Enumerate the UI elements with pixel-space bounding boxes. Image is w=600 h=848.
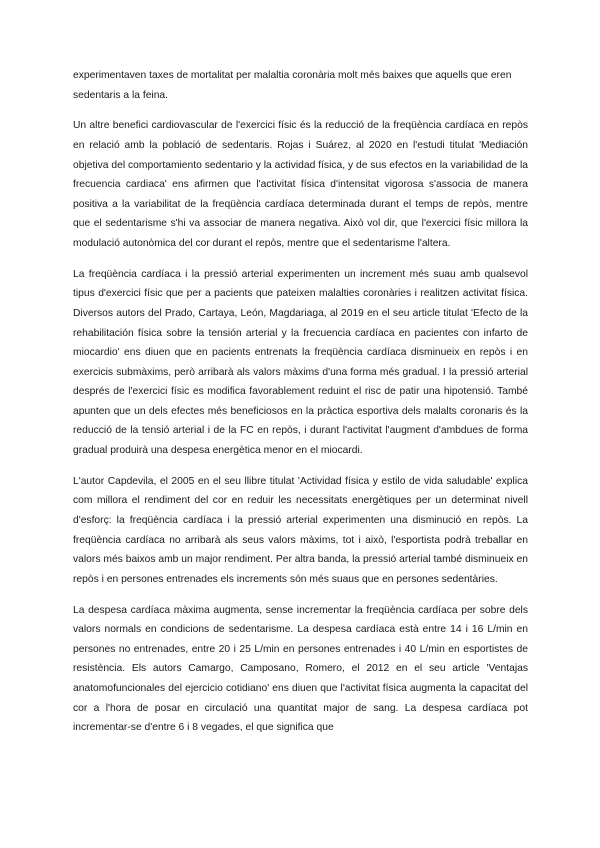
body-text: [73, 66, 528, 749]
paragraph-2: Un altre benefici cardiovascular de l'exercici físic és la reducció de la freqüència cardíaca en repòs en relació amb la població de sedentaris. Rojas i Suárez, al 2020 en l'estudi titulat 'Mediación objetiva del comportamiento sedentario y la actividad física, y de sus efectos en la variabilidad de la frecuencia cardiaca' ens afirmen que l'activitat física d'intensitat vigorosa s'associa de manera positiva a la variabilitat de la freqüència cardíaca determinada durant el temps de repòs, mentre que el sedentarisme s'hi va associar de manera negativa. Això vol dir, que l'exercici físic millora la modulació autonòmica del cor durant el repòs, mentre que el sedentarisme l'altera.: [73, 120, 528, 249]
paragraph-5: La despesa cardíaca màxima augmenta, sense incrementar la freqüència cardíaca per sobre dels valors normals en condicions de sedentarisme. La despesa cardíaca està entre 14 i 16 L/min en persones no entrenades, entre 20 i 25 L/min en persones entrenades i 40 L/min en esportistes de resistència. Els autors Camargo, Camposano, Romero, el 2012 en el seu article 'Ventajas anatomofuncionales del ejercicio cotidiano' ens diuen que l'activitat física augmenta la capacitat del cor a l'hora de posar en circulació una quantitat major de sang. La despesa cardíaca pot incrementar-se d'entre 6 i 8 vegades, el que significa que: [73, 604, 528, 734]
paragraph-1: experimentaven taxes de mortalitat per malaltia coronària molt més baixes que aquells que eren sedentaris a la feina.: [73, 70, 512, 101]
paragraph-3: La freqüència cardíaca i la pressió arterial experimenten un increment més suau amb qualsevol tipus d'exercici físic que per a pacients que pateixen malalties coronàries i realitzen activitat física. Diversos autors del Prado, Cartaya, León, Magdariaga, al 2019 en el seu article titulat 'Efecto de la rehabilitación física sobre la tensión arterial y la frecuencia cardíaca en pacientes con infarto de miocardio' ens diuen que en pacients entrenats la freqüència cardíaca disminueix en repòs i en exercicis submàxims, però arribarà als valors màxims d'una forma més gradual. I la pressió arterial després de l'exercici físic es modifica favorablement reduint el risc de patir una hipotensió. També apunten que un dels efectes més beneficiosos en la pràctica esportiva dels malalts coronaris és la reducció de la tensió arterial i de la FC en repòs, i durant l'activitat l'augment d'ambdues de forma gradual produirà una despesa energètica menor en el miocardi.: [73, 268, 528, 457]
paragraph-4: L'autor Capdevila, el 2005 en el seu llibre titulat 'Actividad física y estilo de vida saludable' explica com millora el rendiment del cor en reduir les necessitats energètiques per un determinat nivell d'esforç: la freqüència cardíaca i la pressió arterial experimenten una disminució en repòs. La freqüència cardíaca no arribarà als seus valors màxims, tot i això, l'esportista podrà treballar en valors més baixos amb un major rendiment. Per altra banda, la pressió arterial també disminueix en repòs i en persones entrenades els increments són més suaus que en persones sedentàries.: [73, 475, 528, 585]
